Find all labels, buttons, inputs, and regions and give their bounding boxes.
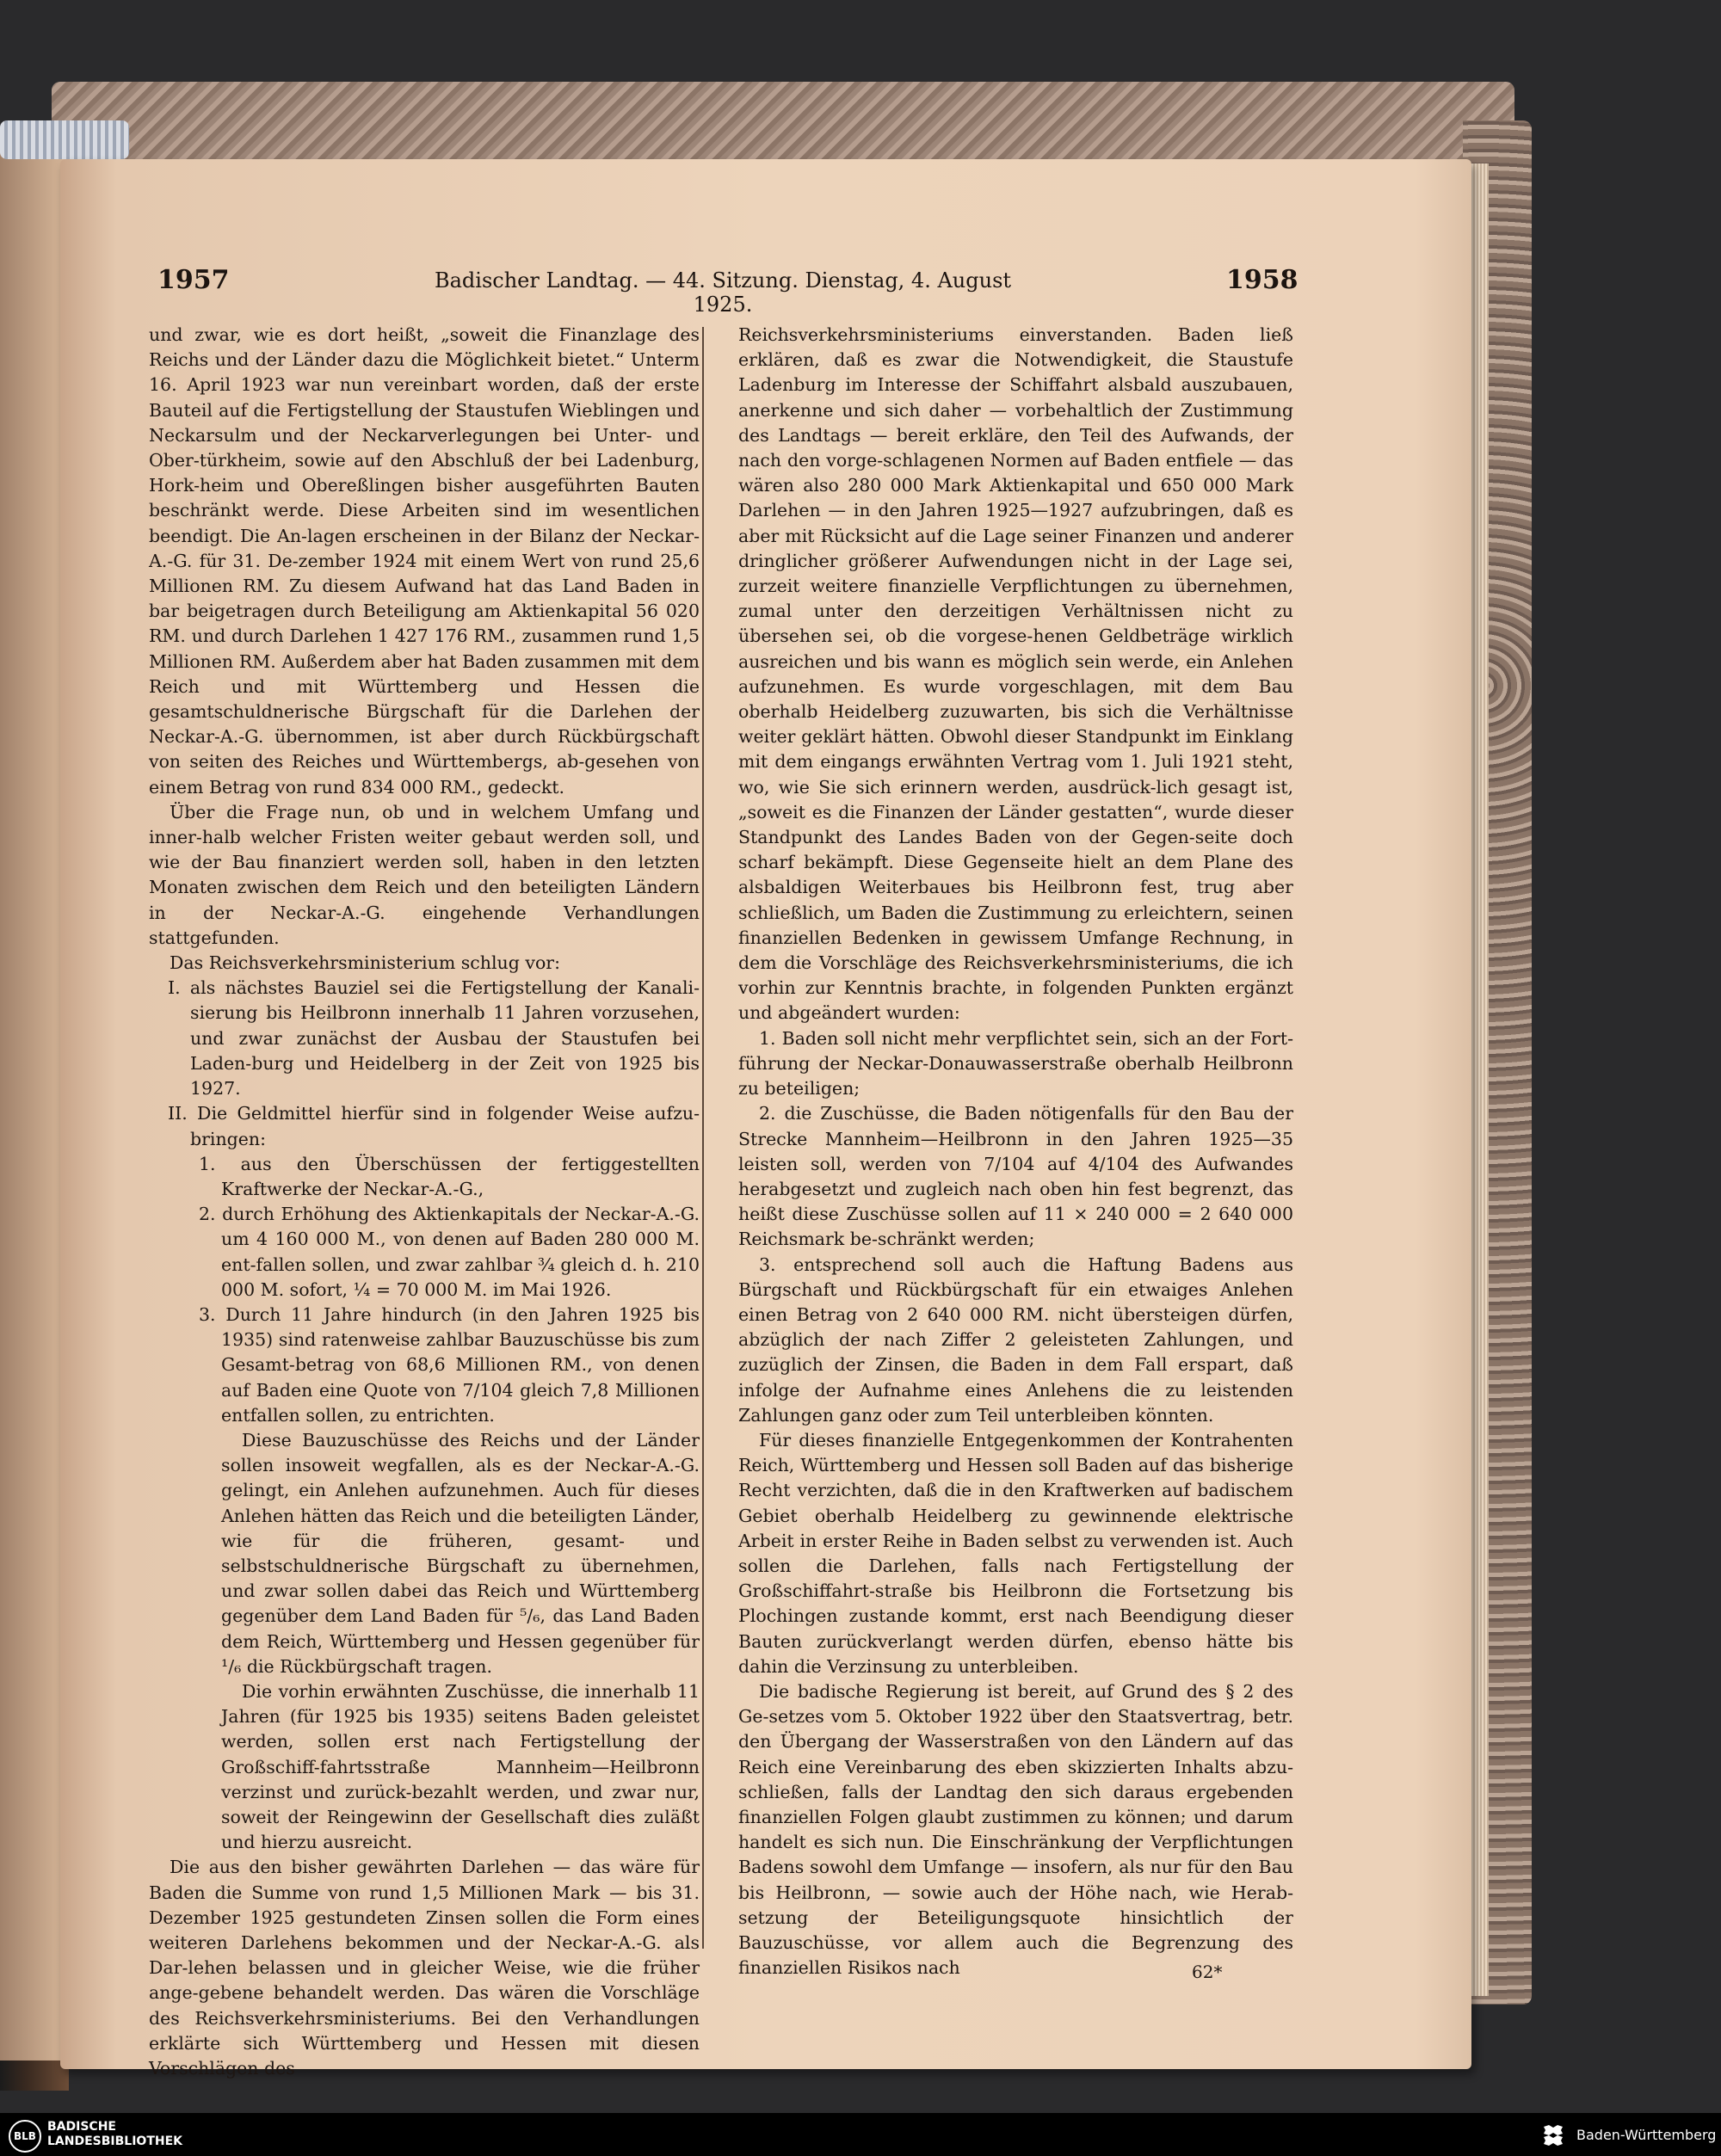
right-column xyxy=(738,323,1293,1980)
list-item: I. als nächstes Bauziel sei die Fertigstellung der Kanali-sierung bis Heilbronn innerhalb 11 Jahren vorzusehen, und zwar zunächst der Ausbau der Staustufen bei Laden-burg und Heidelberg in der Zeit von 1925 bis 1927. xyxy=(168,977,700,1100)
library-name xyxy=(47,2120,182,2149)
paragraph: Die vorhin erwähnten Zuschüsse, die innerhalb 11 Jahren (für 1925 bis 1935) seitens Baden geleistet werden, sollen erst nach Fertigstellung der Großschiff-fahrtsstraße Mannheim—Heilbronn verzinst und zurück-bezahlt werden, und zwar nur, soweit der Reingewinn der Gesellschaft dies zuläßt und hierzu ausreicht. xyxy=(221,1680,700,1853)
paragraph: 1. Baden soll nicht mehr verpflichtet sein, sich an der Fort-führung der Neckar-Donauwasserstraße oberhalb Heilbronn zu beteiligen; xyxy=(738,1027,1293,1100)
right-page-number: 1958 xyxy=(1226,265,1298,295)
library-name-line2: LANDESBIBLIOTHEK xyxy=(47,2134,183,2148)
paragraph: Für dieses finanzielle Entgegenkommen der Kontrahenten Reich, Württemberg und Hessen soll Baden auf das bisherige Recht verzichten, daß die in den Kraftwerken auf badischem Gebiet oberhalb Heidelberg zu gewinnende elektrische Arbeit in erster Reihe in Baden selbst zu verwenden ist. Auch sollen die Darlehen, falls nach Fertigstellung der Großschiffahrt-straße bis Heilbronn die Fortsetzung bis Plochingen zustande kommt, erst nach Beendigung dieser Bauten zurückverlangt werden dürfen, ebenso hätte bis dahin die Verzinsung zu unterbleiben. xyxy=(738,1429,1293,1677)
state-name[interactable]: Baden-Württemberg xyxy=(1576,2127,1717,2143)
list-item: 2. durch Erhöhung des Aktienkapitals der Neckar-A.-G. um 4 160 000 M., von denen auf Baden 280 000 M. ent-fallen sollen, und zwar zahlbar ¾ gleich d. h. 210 000 M. sofort, ¼ = 70 000 M. im Mai 1926. xyxy=(199,1204,700,1300)
signature-mark: 62* xyxy=(1192,1962,1223,1982)
paragraph: Diese Bauzuschüsse des Reichs und der Länder sollen insoweit wegfallen, als es der Neckar-A.-G. gelingt, ein Anlehen aufzunehmen. Auch für dieses Anlehen hätten das Reich und die beteiligten Länder, wie für die früheren, gesamt- und selbstschuldnerische Bürgschaft zu übernehmen, und zwar sollen dabei das Reich und Württemberg gegenüber dem Land Baden für ⁵/₆, das Land Baden dem Reich, Württemberg und Hessen gegenüber für ¹/₆ die Rückbürgschaft tragen. xyxy=(221,1429,700,1677)
list-item: II. Die Geldmittel hierfür sind in folgender Weise aufzu-bringen: xyxy=(168,1103,700,1149)
running-head: Badischer Landtag. — 44. Sitzung. Dienstag, 4. August 1925. xyxy=(434,268,1012,317)
paragraph: Das Reichsverkehrsministerium schlug vor: xyxy=(170,952,561,974)
paragraph: Die badische Regierung ist bereit, auf Grund des § 2 des Ge-setzes vom 5. Oktober 1922 über den Staatsvertrag, betr. den Übergang der Wasserstraßen von den Ländern auf das Reich eine Vereinbarung des eben skizzierten Inhalts abzu-schließen, falls der Landtag den sich daraus ergebenden finanziellen Folgen glaubt zustimmen zu können; und darum handelt es sich nun. Die Einschränkung der Verpflichtungen Badens sowohl dem Umfange — insofern, als nur für den Bau bis Heilbronn, — sowie auch der Höhe nach, wie Herab-setzung der Beteiligungsquote hinsichtlich der Bauzuschüsse, vor allem auch die Begrenzung des finanziellen Risikos nach xyxy=(738,1680,1293,1979)
blb-logo[interactable]: BLB xyxy=(9,2120,41,2153)
left-page-number: 1957 xyxy=(157,265,230,295)
left-column xyxy=(149,323,700,2081)
paragraph: Über die Frage nun, ob und in welchem Umfang und inner-halb welcher Fristen weiter gebaut werden soll, und wie der Bau finanziert werden soll, haben in den letzten Monaten zwischen dem Reich und den beteiligten Ländern in der Neckar-A.-G. eingehende Verhandlungen stattgefunden. xyxy=(149,801,700,948)
paragraph: und zwar, wie es dort heißt, „soweit die Finanzlage des Reichs und der Länder dazu die Möglichkeit bietet.“ Unterm 16. April 1923 war nun vereinbart worden, daß der erste Bauteil auf die Fertigstellung der Staustufen Wieblingen und Neckarsulm und der Neckarverlegungen bei Unter- und Ober-türkheim, sowie auf den Abschluß der bei Ladenburg, Hork-heim und Obereßlingen bisher ausgeführten Bauten beschränkt werde. Diese Arbeiten sind im wesentlichen beendigt. Die An-lagen erscheinen in der Bilanz der Neckar-A.-G. für 31. De-zember 1924 mit einem Wert von rund 25,6 Millionen RM. Zu diesem Aufwand hat das Land Baden in bar beigetragen durch Beteiligung am Aktienkapital 56 020 RM. und durch Darlehen 1 427 176 RM., zusammen rund 1,5 Millionen RM. Außerdem aber hat Baden zusammen mit dem Reich und mit Württemberg und Hessen die gesamtschuldnerische Bürgschaft für die Darlehen der Neckar-A.-G. übernommen, ist aber durch Rückbürgschaft von seiten des Reiches und Württembergs, ab-gesehen von einem Betrag von rund 834 000 RM., gedeckt. xyxy=(149,324,700,798)
paragraph: Die aus den bisher gewährten Darlehen — das wäre für Baden die Summe von rund 1,5 Millionen Mark — bis 31. Dezember 1925 gestundeten Zinsen sollen die Form eines weiteren Darlehens bekommen und der Neckar-A.-G. als Dar-lehen belassen und in gleicher Weise, wie die früher ange-gebene behandelt werden. Das wären die Vorschläge des Reichsverkehrsministeriums. Bei den Verhandlungen erklärte sich Württemberg und Hessen mit diesen Vorschlägen des xyxy=(149,1857,700,2079)
column-divider xyxy=(702,327,704,1949)
paragraph: 2. die Zuschüsse, die Baden nötigenfalls für den Bau der Strecke Mannheim—Heilbronn in den Jahren 1925—35 leisten soll, werden von 7/104 auf 4/104 des Aufwandes herabgesetzt und zugleich nach oben hin fest begrenzt, das heißt diese Zuschüsse sollen auf 11 × 240 000 = 2 640 000 Reichsmark be-schränkt werden; xyxy=(738,1103,1293,1250)
paragraph: 3. entsprechend soll auch die Haftung Badens aus Bürgschaft und Rückbürgschaft für ein etwaiges Anlehen einen Betrag von 2 640 000 RM. nicht übersteigen dürfen, abzüglich der nach Ziffer 2 geleisteten Zahlungen, und zuzüglich der Zinsen, die Baden in dem Fall erspart, daß infolge der Aufnahme eines Anlehens die zu leistenden Zahlungen ganz oder zum Teil unterbleiben könnten. xyxy=(738,1254,1293,1426)
list-item: 3. Durch 11 Jahre hindurch (in den Jahren 1925 bis 1935) sind ratenweise zahlbar Bauzuschüsse bis zum Gesamt-betrag von 68,6 Millionen RM., von denen auf Baden eine Quote von 7/104 gleich 7,8 Millionen entfallen sollen, zu entrichten. xyxy=(199,1303,700,1426)
binding-thread xyxy=(0,120,129,159)
coat-of-arms-icon xyxy=(1540,2122,1570,2147)
paragraph: Reichsverkehrsministeriums einverstanden. Baden ließ erklären, daß es zwar die Notwendigkeit, die Staustufe Ladenburg im Interesse der Schiffahrt alsbald auszubauen, anerkenne und sich daher — vorbehaltlich der Zustimmung des Landtags — bereit erkläre, den Teil des Aufwands, der nach den vorge-schlagenen Normen auf Baden entfiele — das wären also 280 000 Mark Aktienkapital und 650 000 Mark Darlehen — in den Jahren 1925—1927 aufzubringen, daß es aber mit Rücksicht auf die Lage seiner Finanzen und anderer dringlicher größerer Aufwendungen nicht in der Lage sei, zurzeit weitere finanzielle Verpflichtungen zu übernehmen, zumal unter den derzeitigen Verhältnissen nicht zu übersehen sei, ob die vorgese-henen Geldbeträge wirklich ausreichen und bis wann es möglich sein werde, ein Anlehen aufzunehmen. Es wurde vorgeschlagen, mit dem Bau oberhalb Heidelberg zuzuwarten, bis sich die Verhältnisse weiter geklärt hätten. Obwohl dieser Standpunkt im Einklang mit dem eingangs erwähnten Vertrag vom 1. Juli 1921 steht, wo, wie Sie sich erinnern werden, ausdrück-lich gesagt ist, „soweit es die Finanzen der Länder gestatten“, wurde dieser Standpunkt des Landes Baden von der Gegen-seite doch scharf bekämpft. Diese Gegenseite hielt an dem Plane des alsbaldigen Weiterbaues bis Heilbronn fest, trug aber schließlich, um Baden die Zustimmung zu erleichtern, seinen finanziellen Bedenken in gewissem Umfange Rechnung, in dem die Vorschläge des Reichsverkehrsministeriums, die ich vorhin zur Kenntnis brachte, in folgenden Punkten ergänzt und abgeändert wurden: xyxy=(738,324,1293,1024)
left-leaf-edge xyxy=(0,151,69,2061)
library-footer-bar xyxy=(0,2113,1721,2156)
book-top-edge xyxy=(52,82,1514,159)
library-name-line1: BADISCHE xyxy=(47,2120,116,2134)
list-item: 1. aus den Überschüssen der fertiggestellten Kraftwerke der Neckar-A.-G., xyxy=(199,1153,700,1199)
